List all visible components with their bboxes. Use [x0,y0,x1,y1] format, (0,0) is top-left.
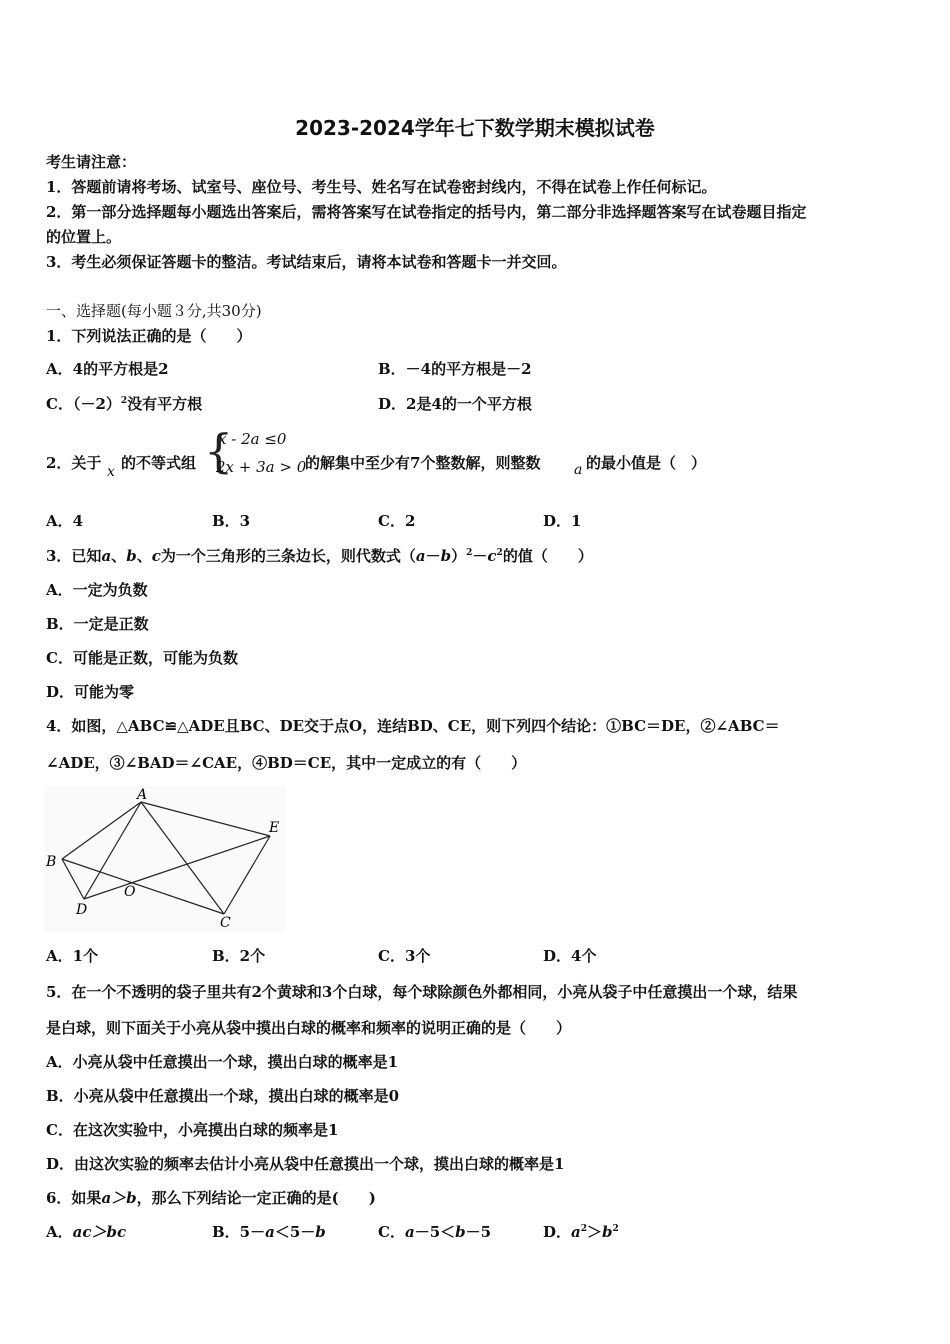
q4-option-d: D．4个 [543,947,597,965]
q6-option-d: D．$a^2>b^2$ [543,1223,619,1241]
q2-variable-a: a [574,462,583,478]
q3-option-a: A．一定为负数 [46,581,148,599]
q2-stem-post: 的解集中至少有7个整数解，则整数 [305,454,541,472]
q2-option-a: A．4 [46,512,84,530]
q2-option-c: C．2 [378,512,416,530]
notice-item-2-cont: 的位置上。 [46,228,122,246]
label-d: D [76,902,88,918]
system-brace: { [204,424,234,478]
q4-option-c: C．3个 [378,947,431,965]
label-b: B [46,854,57,870]
q3-option-b: B．一定是正数 [46,615,149,633]
q3-stem: 3．已知a、b、c为一个三角形的三条边长，则代数式$(a-b)^2-c^2$的值（ ） [46,547,593,565]
q5-stem-line2: 是白球，则下面关于小亮从袋中摸出白球的概率和频率的说明正确的是（ ） [46,1019,572,1037]
q6-stem: 6．如果a＞b，那么下列结论一定正确的是( ) [46,1189,376,1207]
notice-item-2: 2．第一部分选择题每小题选出答案后，需将答案写在试卷指定的括号内，第二部分非选择题答案写在试卷题目指定 [46,203,807,221]
notice-item-1: 1．答题前请将考场、试室号、座位号、考生号、姓名写在试卷密封线内，不得在试卷上作任何标记。 [46,178,717,196]
q6-option-c: C．a－5＜b－5 [378,1223,492,1241]
page-title: 2023-2024学年七下数学期末模拟试卷 [295,116,655,140]
q3-option-d: D．可能为零 [46,683,135,701]
q6-option-b: B．5－a＜5－b [212,1223,326,1241]
notice-item-3: 3．考生必须保证答题卡的整洁。考试结束后，请将本试卷和答题卡一并交回。 [46,253,567,271]
q4-stem-line2: ∠ADE，③∠BAD＝∠CAE，④BD＝CE，其中一定成立的有（ ） [46,754,527,772]
q5-option-b: B．小亮从袋中任意摸出一个球，摸出白球的概率是0 [46,1087,400,1105]
notice-heading: 考生请注意： [46,153,137,171]
q1-option-c-text: C．（－2） [46,395,121,413]
q2-option-b: B．3 [212,512,251,530]
q4-option-b: B．2个 [212,947,266,965]
label-e: E [269,820,280,836]
q4-option-a: A．1个 [46,947,99,965]
q2-option-d: D．1 [543,512,582,530]
q1-option-d: D．2是4的一个平方根 [378,395,532,413]
q5-option-a: A．小亮从袋中任意摸出一个球，摸出白球的概率是1 [46,1053,399,1071]
q1-option-b: B．－4的平方根是－2 [378,360,532,378]
label-c: C [220,915,231,931]
q2-stem-prefix: 2．关于 [46,454,102,472]
q5-option-c: C．在这次实验中，小亮摸出白球的频率是1 [46,1121,339,1139]
q1-stem: 1．下列说法正确的是（ ） [46,327,252,345]
inequality-1: x - 2a ≤0 [218,430,287,448]
inequality-2: 2x + 3a > 0 [216,458,307,476]
q5-stem-line1: 5．在一个不透明的袋子里共有2个黄球和3个白球，每个球除颜色外都相同，小亮从袋子中任意摸出一个球，结果 [46,983,798,1001]
q1-option-a: A．4的平方根是2 [46,360,169,378]
q2-variable-x: x [107,464,115,480]
label-a: A [137,787,148,803]
q6-option-a: A．ac＞bc [46,1223,127,1241]
label-o: O [124,884,136,900]
q1-option-c-exponent: 2 [120,396,128,406]
section-heading: 一、选择题(每小题３分,共30分) [46,302,262,320]
q1-option-c [46,394,202,414]
q2-stem-mid: 的不等式组 [121,454,197,472]
q1-option-c-tail: 没有平方根 [127,395,203,413]
q2-stem-tail: 的最小值是（ ） [586,454,707,472]
q5-option-d: D．由这次实验的频率去估计小亮从袋中任意摸出一个球，摸出白球的概率是1 [46,1155,565,1173]
q4-stem-line1: 4．如图，△ABC≌△ADE且BC、DE交于点O，连结BD、CE，则下列四个结论：①BC＝DE，②∠ABC＝ [46,717,780,735]
q3-option-c: C．可能是正数，可能为负数 [46,649,238,667]
triangle-figure [44,786,286,932]
